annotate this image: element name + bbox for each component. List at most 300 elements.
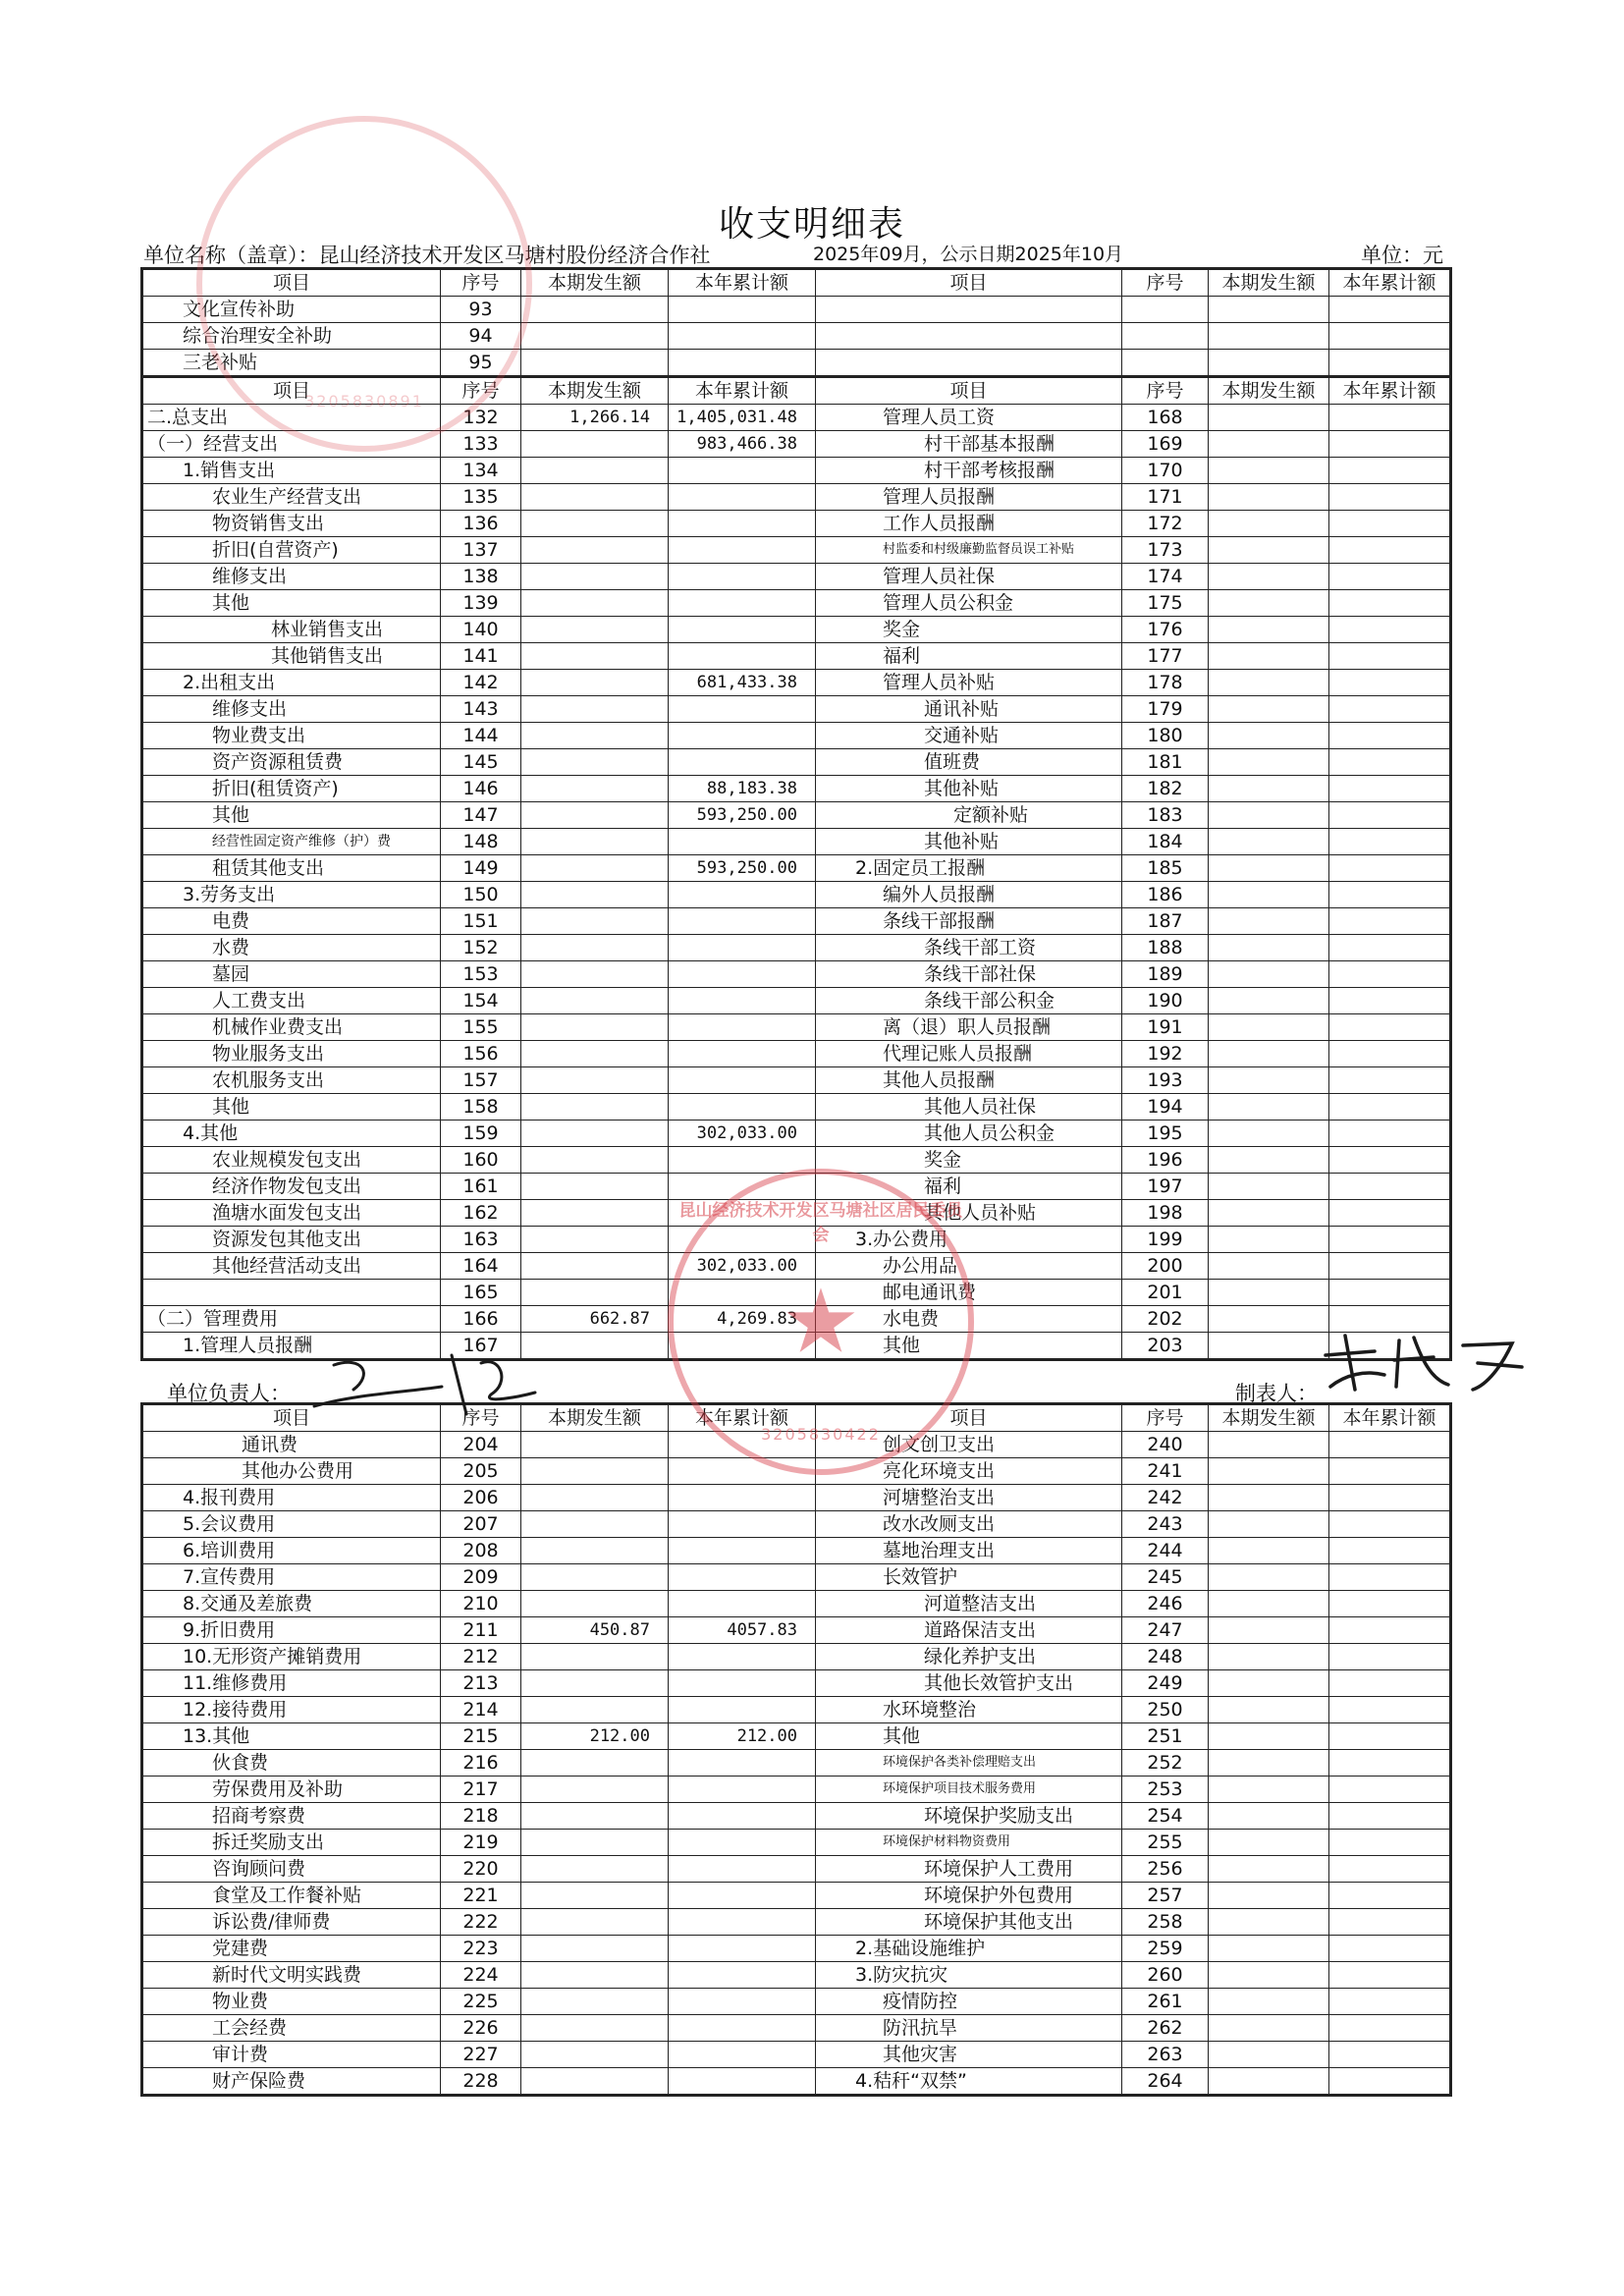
current-amount [1209,1936,1329,1962]
bottom-table [140,1402,1452,2097]
item-label: 墓园 [142,961,441,988]
item-label: 通讯补贴 [816,696,1122,723]
current-amount [1209,961,1329,988]
item-number: 163 [441,1227,521,1253]
ytd-amount [1329,643,1451,670]
item-label: 水电费 [816,1306,1122,1333]
item-label: 物资销售支出 [142,511,441,537]
item-label: 诉讼费/律师费 [142,1909,441,1936]
ytd-amount [669,617,816,643]
ytd-amount [1329,776,1451,802]
item-label: 疫情防控 [816,1989,1122,2015]
current-amount [1209,1147,1329,1174]
item-number: 169 [1122,431,1209,458]
item-label: 食堂及工作餐补贴 [142,1883,441,1909]
table-row [142,405,1451,431]
table-row [142,1723,1451,1750]
current-amount [521,829,669,855]
current-amount [521,908,669,935]
col-item: 项目 [816,1404,1122,1432]
item-label: 环境保护材料物资费用 [816,1830,1122,1856]
ytd-amount [1329,1485,1451,1511]
item-number: 251 [1122,1723,1209,1750]
item-label: 其他补贴 [816,829,1122,855]
item-label: 渔塘水面发包支出 [142,1200,441,1227]
ytd-amount [669,1564,816,1591]
ytd-amount [669,1670,816,1697]
item-number: 179 [1122,696,1209,723]
table-row [142,1280,1451,1306]
current-amount [521,1564,669,1591]
page-title: 收支明细表 [718,204,905,245]
ytd-amount [669,882,816,908]
item-label: 其他销售支出 [142,643,441,670]
item-number: 223 [441,1936,521,1962]
item-label: 其他 [816,1333,1122,1360]
item-label: 管理人员公积金 [816,590,1122,617]
stamp-text: 昆山经济技术开发区马塘社区居民委员会 [678,1201,963,1245]
table-row [142,1644,1451,1670]
current-amount [1209,1538,1329,1564]
item-label [816,297,1122,323]
item-number: 152 [441,935,521,961]
item-label: 3.防灾抗灾 [816,1962,1122,1989]
item-label: 二.总支出 [142,405,441,431]
ytd-amount: 593,250.00 [669,855,816,882]
current-amount [1209,1253,1329,1280]
ytd-amount [1329,2015,1451,2042]
current-amount [521,696,669,723]
ytd-amount [1329,908,1451,935]
current-amount [1209,696,1329,723]
table-row [142,723,1451,749]
item-label: 墓地治理支出 [816,1538,1122,1564]
ytd-amount [1329,1617,1451,1644]
current-amount [1209,1670,1329,1697]
ytd-amount [1329,1147,1451,1174]
current-amount [1209,405,1329,431]
current-amount [521,1280,669,1306]
ytd-amount [1329,882,1451,908]
item-number: 166 [441,1306,521,1333]
current-amount [1209,590,1329,617]
ytd-amount [669,458,816,484]
ytd-amount [669,1041,816,1067]
item-number: 148 [441,829,521,855]
ytd-amount: 593,250.00 [669,802,816,829]
item-label: 机械作业费支出 [142,1014,441,1041]
current-amount [1209,1121,1329,1147]
table-row [142,617,1451,643]
item-number: 261 [1122,1989,1209,2015]
current-amount [521,564,669,590]
item-label: 其他长效管护支出 [816,1670,1122,1697]
item-number: 253 [1122,1777,1209,1803]
item-label [142,1280,441,1306]
table-row [142,829,1451,855]
item-number: 168 [1122,405,1209,431]
item-number: 215 [441,1723,521,1750]
current-amount [1209,537,1329,564]
ytd-amount [1329,670,1451,696]
current-amount [1209,723,1329,749]
item-number: 146 [441,776,521,802]
table-row [142,749,1451,776]
table-row [142,1253,1451,1280]
middle-table [140,375,1452,1361]
item-label: 村监委和村级廉勤监督员误工补贴 [816,537,1122,564]
item-number: 176 [1122,617,1209,643]
item-number: 242 [1122,1485,1209,1511]
item-number: 184 [1122,829,1209,855]
col-current: 本期发生额 [521,269,669,297]
item-label: 奖金 [816,1147,1122,1174]
item-label: 1.销售支出 [142,458,441,484]
col-item: 项目 [142,1404,441,1432]
item-label: 环境保护奖励支出 [816,1803,1122,1830]
ytd-amount [669,1883,816,1909]
current-amount [1209,1041,1329,1067]
table-row [142,1936,1451,1962]
item-label: 4.秸秆“双禁” [816,2068,1122,2096]
item-label: 创文创卫支出 [816,1432,1122,1458]
current-amount [521,1227,669,1253]
ytd-amount [1329,511,1451,537]
ytd-amount [669,2015,816,2042]
item-label: 管理人员补贴 [816,670,1122,696]
item-number: 158 [441,1094,521,1121]
ytd-amount [669,1830,816,1856]
current-amount [521,749,669,776]
item-label: 邮电通讯费 [816,1280,1122,1306]
ytd-amount: 681,433.38 [669,670,816,696]
table-row [142,988,1451,1014]
col-item: 项目 [816,377,1122,405]
current-amount [521,484,669,511]
table-row [142,1432,1451,1458]
item-number: 170 [1122,458,1209,484]
item-number: 207 [441,1511,521,1538]
current-amount [1209,1803,1329,1830]
item-label: 水环境整治 [816,1697,1122,1723]
item-number: 177 [1122,643,1209,670]
item-label: 环境保护其他支出 [816,1909,1122,1936]
current-amount [521,1936,669,1962]
item-number [1122,297,1209,323]
col-item: 项目 [816,269,1122,297]
table-row [142,1174,1451,1200]
item-label: 定额补贴 [816,802,1122,829]
stamp-code: 3205830891 [304,392,424,410]
current-amount [1209,617,1329,643]
current-amount [521,1041,669,1067]
ytd-amount [1329,1200,1451,1227]
item-number: 245 [1122,1564,1209,1591]
item-label: 2.基础设施维护 [816,1936,1122,1962]
current-amount [521,1856,669,1883]
ytd-amount: 212.00 [669,1723,816,1750]
table-row [142,882,1451,908]
item-number: 221 [441,1883,521,1909]
current-amount [1209,1485,1329,1511]
ytd-amount [1329,1014,1451,1041]
item-number: 191 [1122,1014,1209,1041]
item-label: 河道整洁支出 [816,1591,1122,1617]
table-row [142,1458,1451,1485]
item-number: 217 [441,1777,521,1803]
item-number: 187 [1122,908,1209,935]
item-label: 离（退）职人员报酬 [816,1014,1122,1041]
item-number: 213 [441,1670,521,1697]
item-number: 211 [441,1617,521,1644]
item-label: 水费 [142,935,441,961]
item-label: 物业费支出 [142,723,441,749]
ytd-amount [669,1962,816,1989]
current-amount [1209,323,1329,350]
ytd-amount [669,1280,816,1306]
current-amount [1209,2042,1329,2068]
star-icon: ★ [781,1270,861,1374]
ytd-amount [669,1538,816,1564]
item-label: 维修支出 [142,564,441,590]
ytd-amount [1329,1883,1451,1909]
item-label: 办公用品 [816,1253,1122,1280]
item-number: 219 [441,1830,521,1856]
table-row [142,908,1451,935]
item-number: 222 [441,1909,521,1936]
item-label: 伙食费 [142,1750,441,1777]
ytd-amount [1329,1458,1451,1485]
item-number: 220 [441,1856,521,1883]
col-no: 序号 [1122,1404,1209,1432]
item-number: 171 [1122,484,1209,511]
table-row [142,1803,1451,1830]
current-amount [521,297,669,323]
item-number: 246 [1122,1591,1209,1617]
item-label: 新时代文明实践费 [142,1962,441,1989]
item-label: 3.劳务支出 [142,882,441,908]
item-number: 143 [441,696,521,723]
item-label: （二）管理费用 [142,1306,441,1333]
current-amount [521,1538,669,1564]
item-number: 133 [441,431,521,458]
current-amount [1209,1067,1329,1094]
item-label: 经营性固定资产维修（护）费 [142,829,441,855]
table-row [142,776,1451,802]
ytd-amount [669,1200,816,1227]
ytd-amount [1329,1856,1451,1883]
col-no: 序号 [1122,269,1209,297]
item-number: 144 [441,723,521,749]
item-label: 农机服务支出 [142,1067,441,1094]
item-label [816,323,1122,350]
current-amount [1209,458,1329,484]
item-label: 拆迁奖励支出 [142,1830,441,1856]
current-amount [521,1067,669,1094]
item-label: 其他办公费用 [142,1458,441,1485]
col-current: 本期发生额 [1209,377,1329,405]
current-amount [1209,670,1329,696]
table-row [142,1333,1451,1360]
ytd-amount [1329,1830,1451,1856]
item-number: 190 [1122,988,1209,1014]
table-row [142,1697,1451,1723]
current-amount [1209,935,1329,961]
item-label: 村干部考核报酬 [816,458,1122,484]
item-number: 192 [1122,1041,1209,1067]
table-row [142,537,1451,564]
ytd-amount [669,1485,816,1511]
item-label: 条线干部社保 [816,961,1122,988]
item-number: 208 [441,1538,521,1564]
ytd-amount [1329,431,1451,458]
current-amount [521,1750,669,1777]
current-amount [521,1014,669,1041]
item-number: 159 [441,1121,521,1147]
item-label: 环境保护各类补偿理赔支出 [816,1750,1122,1777]
ytd-amount [1329,1750,1451,1777]
item-number: 162 [441,1200,521,1227]
ytd-amount [669,1909,816,1936]
ytd-amount [669,1227,816,1253]
item-number: 212 [441,1644,521,1670]
ytd-amount [1329,1174,1451,1200]
current-amount [521,1591,669,1617]
item-number: 182 [1122,776,1209,802]
ytd-amount [1329,1067,1451,1094]
item-number: 201 [1122,1280,1209,1306]
ytd-amount [669,1777,816,1803]
ytd-amount [669,1174,816,1200]
current-amount [521,643,669,670]
table-row [142,1883,1451,1909]
table-row [142,1067,1451,1094]
current-amount [521,1777,669,1803]
item-number: 244 [1122,1538,1209,1564]
ytd-amount: 302,033.00 [669,1253,816,1280]
current-amount [521,988,669,1014]
item-number: 240 [1122,1432,1209,1458]
item-label: 资源发包其他支出 [142,1227,441,1253]
current-amount [1209,511,1329,537]
ytd-amount: 4057.83 [669,1617,816,1644]
ytd-amount [669,1014,816,1041]
table-row [142,802,1451,829]
item-label: 10.无形资产摊销费用 [142,1644,441,1670]
item-number: 202 [1122,1306,1209,1333]
table-row [142,935,1451,961]
current-amount [521,1121,669,1147]
top-table-body [142,297,1451,377]
table-row [142,1962,1451,1989]
item-label: 奖金 [816,617,1122,643]
item-number: 157 [441,1067,521,1094]
ytd-amount [669,564,816,590]
current-amount [1209,1333,1329,1360]
ytd-amount [1329,802,1451,829]
item-label: 9.折旧费用 [142,1617,441,1644]
table-row [142,1485,1451,1511]
item-label: 13.其他 [142,1723,441,1750]
ytd-amount [1329,961,1451,988]
item-number: 243 [1122,1511,1209,1538]
item-number: 260 [1122,1962,1209,1989]
current-amount [521,776,669,802]
table-row [142,1591,1451,1617]
ytd-amount [1329,323,1451,350]
item-number: 263 [1122,2042,1209,2068]
current-amount [521,1333,669,1360]
item-number: 209 [441,1564,521,1591]
item-number: 216 [441,1750,521,1777]
current-amount [1209,908,1329,935]
item-label: 11.维修费用 [142,1670,441,1697]
item-number: 134 [441,458,521,484]
item-label: 综合治理安全补助 [142,323,441,350]
item-number: 195 [1122,1121,1209,1147]
item-label: 其他人员补贴 [816,1200,1122,1227]
item-label: 3.办公费用 [816,1227,1122,1253]
item-number: 140 [441,617,521,643]
item-label: 物业服务支出 [142,1041,441,1067]
item-label: 农业规模发包支出 [142,1147,441,1174]
item-label: （一）经营支出 [142,431,441,458]
table-row [142,297,1451,323]
ytd-amount [1329,2068,1451,2096]
current-amount [1209,564,1329,590]
item-number: 135 [441,484,521,511]
current-amount [1209,855,1329,882]
current-amount [521,2015,669,2042]
current-amount [1209,1432,1329,1458]
item-label: 条线干部公积金 [816,988,1122,1014]
item-label: 编外人员报酬 [816,882,1122,908]
col-no: 序号 [1122,377,1209,405]
unit-head-label: 单位负责人： [167,1382,291,1405]
item-label: 人工费支出 [142,988,441,1014]
current-amount [1209,1200,1329,1227]
item-number: 174 [1122,564,1209,590]
ytd-amount [1329,537,1451,564]
ytd-amount [1329,297,1451,323]
col-no: 序号 [441,1404,521,1432]
item-number: 132 [441,405,521,431]
unit-name: 单位名称（盖章）：昆山经济技术开发区马塘村股份经济合作社 [143,244,711,267]
item-number: 204 [441,1432,521,1458]
item-label: 咨询顾问费 [142,1856,441,1883]
table-row [142,1830,1451,1856]
item-number: 254 [1122,1803,1209,1830]
item-number: 141 [441,643,521,670]
current-amount [1209,1962,1329,1989]
ytd-amount [1329,458,1451,484]
item-number: 247 [1122,1617,1209,1644]
current-amount [521,617,669,643]
item-label [816,350,1122,377]
item-number: 227 [441,2042,521,2068]
item-number: 206 [441,1485,521,1511]
item-number: 255 [1122,1830,1209,1856]
table-row [142,1014,1451,1041]
current-amount [1209,829,1329,855]
item-number: 154 [441,988,521,1014]
ytd-amount [1329,590,1451,617]
ytd-amount [669,935,816,961]
table-row [142,1094,1451,1121]
current-amount [1209,484,1329,511]
current-amount [1209,297,1329,323]
current-amount [521,350,669,377]
